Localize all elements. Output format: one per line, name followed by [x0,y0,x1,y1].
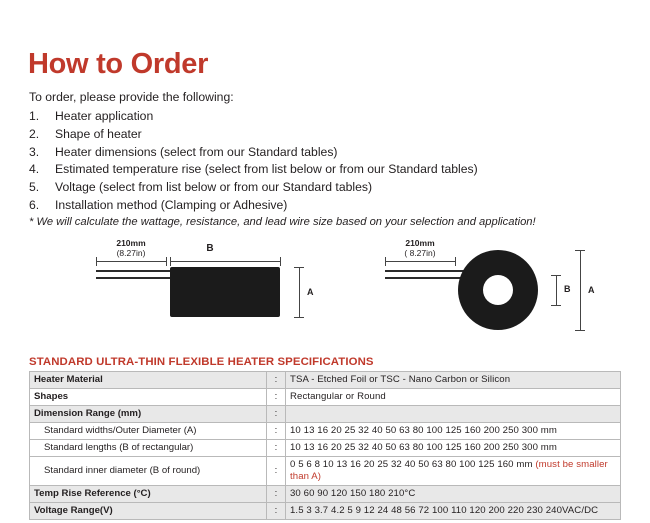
row-value: Rectangular or Round [286,389,621,406]
list-item [29,197,629,215]
page-title: How to Order [28,48,209,80]
round-lead-dim-tick-left [385,257,386,266]
list-item-label: Heater application [55,109,154,123]
list-item [29,108,629,126]
row-label: Standard widths/Outer Diameter (A) [30,423,267,440]
table-row [30,503,621,520]
round-outer-dim-tick-top [575,250,585,251]
rect-lead-length-in: (8.27in) [116,248,146,258]
row-colon: : [267,440,286,457]
row-label: Dimension Range (mm) [30,406,267,423]
rect-height-letter: A [307,287,314,297]
list-item [29,144,629,162]
round-inner-letter: B [564,284,571,294]
round-lead-dim-line [385,261,455,262]
rect-height-dim-line [299,267,300,317]
rect-width-dim-tick-left [170,257,171,266]
heater-diagram [0,232,650,342]
row-value-warning: (must be smaller than A) [290,459,608,482]
list-item-number: 3. [29,144,40,159]
row-value [286,406,621,423]
round-outer-dim-line [580,250,581,330]
row-value-text: 0 5 6 8 10 13 16 20 25 32 40 50 63 80 100 125 160 mm [290,459,533,470]
round-inner-dim-tick-top [551,275,561,276]
table-row [30,423,621,440]
round-inner-dim-line [556,275,557,305]
list-item-number: 1. [29,109,40,123]
row-colon: : [267,486,286,503]
row-value: 30 60 90 120 150 180 210°C [286,486,621,503]
row-value: TSA - Etched Foil or TSC - Nano Carbon or Silicon [286,372,621,389]
list-item-number: 4. [29,162,40,177]
table-row [30,406,621,423]
list-item [29,179,629,197]
rect-width-dim-line [170,261,280,262]
row-colon: : [267,503,286,520]
list-item-number: 5. [29,180,40,195]
row-colon: : [267,457,286,486]
round-lead-length-in: ( 8.27in) [404,248,436,258]
footnote: * We will calculate the wattage, resistance, and lead wire size based on your selection and application! [29,216,536,228]
row-value: 10 13 16 20 25 32 40 50 63 80 100 125 160 200 250 300 mm [286,423,621,440]
rect-height-dim-tick-top [294,267,304,268]
list-item-label: Estimated temperature rise (select from list below or from our Standard tables) [55,162,478,177]
round-outer-dim-tick-bottom [575,330,585,331]
round-lead-dim-tick-right [455,257,456,266]
round-lead-length-label [385,238,455,258]
table-row [30,372,621,389]
rect-lead-length-mm: 210mm [116,238,146,248]
spec-table [29,371,621,520]
row-colon: : [267,389,286,406]
row-value [286,457,621,486]
list-item [29,126,629,144]
round-heater-inner-hole [483,275,513,305]
list-item-number: 6. [29,197,40,212]
rect-heater-body [170,267,280,317]
rect-width-dim-tick-right [280,257,281,266]
list-item-label: Heater dimensions (select from our Standard tables) [55,144,338,159]
row-colon: : [267,372,286,389]
row-label: Voltage Range(V) [30,503,267,520]
rect-lead-dim-line [96,261,166,262]
row-label: Standard inner diameter (B of round) [30,457,267,486]
list-item-label: Installation method (Clamping or Adhesive) [55,197,288,212]
spec-table-heading: STANDARD ULTRA-THIN FLEXIBLE HEATER SPECIFICATIONS [29,356,374,368]
row-label: Temp Rise Reference (°C) [30,486,267,503]
intro-text: To order, please provide the following: [29,90,234,104]
table-row [30,389,621,406]
list-item-label: Voltage (select from list below or from our Standard tables) [55,180,373,195]
row-label: Heater Material [30,372,267,389]
list-item-number: 2. [29,126,40,141]
rect-lead-dim-tick-left [96,257,97,266]
list-item-label: Shape of heater [55,126,142,141]
rect-lead-length-label [96,238,166,258]
row-value: 1.5 3 3.7 4.2 5 9 12 24 48 56 72 100 110 120 200 220 230 240VAC/DC [286,503,621,520]
list-item [29,161,629,179]
table-row [30,457,621,486]
rect-height-dim-tick-bottom [294,317,304,318]
ordering-steps-list [29,108,629,215]
round-inner-dim-tick-bottom [551,305,561,306]
table-row [30,486,621,503]
row-colon: : [267,423,286,440]
round-outer-letter: A [588,285,595,295]
rect-width-letter: B [206,243,214,254]
row-value: 10 13 16 20 25 32 40 50 63 80 100 125 160 200 250 300 mm [286,440,621,457]
table-row [30,440,621,457]
row-label: Standard lengths (B of rectangular) [30,440,267,457]
row-colon: : [267,406,286,423]
rect-lead-wire-top [96,270,170,272]
row-label: Shapes [30,389,267,406]
rect-lead-dim-tick-right [166,257,167,266]
rect-lead-wire-bottom [96,277,170,279]
round-lead-length-mm: 210mm [405,238,435,248]
